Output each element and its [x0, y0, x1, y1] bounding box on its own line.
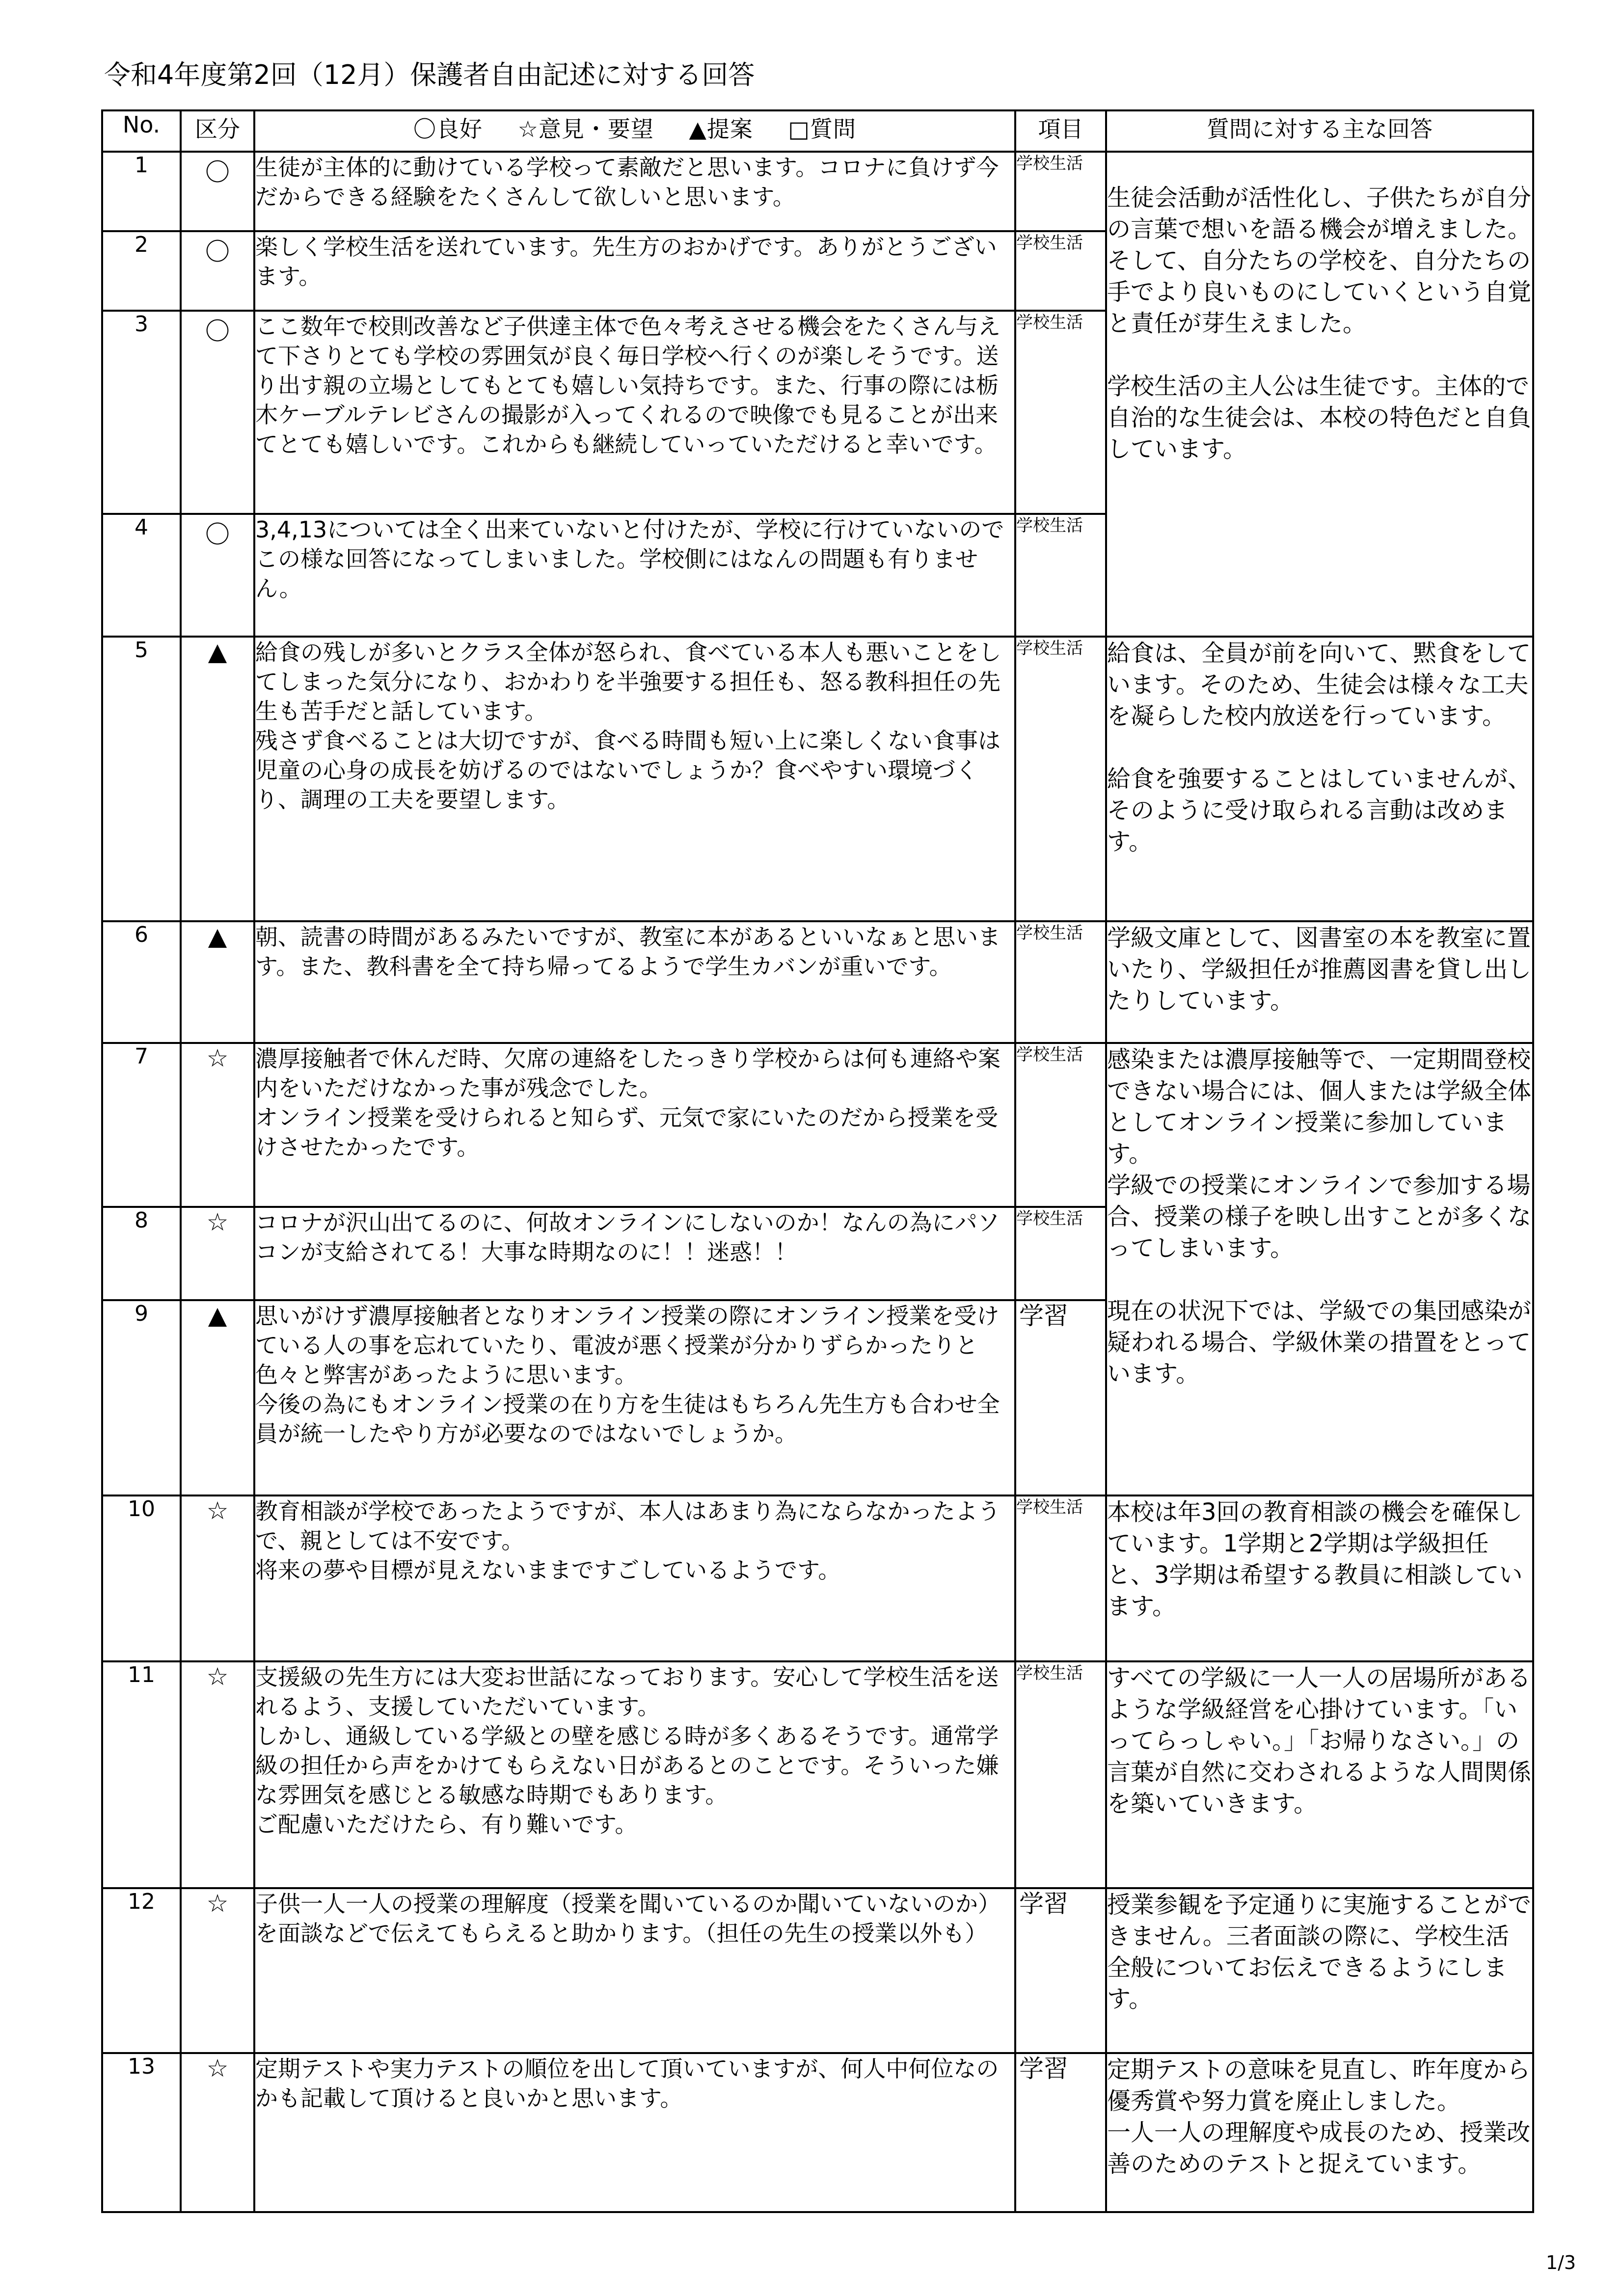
page-title: 令和4年度第2回（12月）保護者自由記述に対する回答: [104, 59, 755, 90]
row-number: 3: [102, 311, 181, 514]
answer-cell: [1106, 637, 1533, 921]
row-item-label: 学習: [1019, 2055, 1068, 2083]
row-item-label: 学校生活: [1016, 1209, 1083, 1228]
row-item-label: 学習: [1019, 1890, 1068, 1918]
row-category-mark: ☆: [181, 1043, 254, 1207]
row-item: [1015, 921, 1106, 1043]
row-category-mark: ▲: [181, 921, 254, 1043]
row-comment: 給食の残しが多いとクラス全体が怒られ、食べている本人も悪いことをしてしまった気分になり、おかわりを半強要する担任も、怒る教科担任の先生も苦手だと話しています。 残さず食べることは大切ですが、食べる時間も短い上に楽しくない食事は児童の心身の成長を妨げるのではないでしょうか？食べやすい環境づくり、調理の工夫を要望します。: [254, 637, 1015, 921]
legend-proposal: ▲提案: [689, 116, 753, 142]
row-number: 12: [102, 1888, 181, 2053]
table-header-row: [102, 110, 1533, 152]
row-category-mark: ☆: [181, 1495, 254, 1661]
answer-text: 授業参観を予定通りに実施することができません。三者面談の際に、学校生活全般についてお伝えできるようにします。: [1107, 1891, 1532, 2013]
row-item: [1015, 2053, 1106, 2212]
row-number: 9: [102, 1300, 181, 1495]
row-number: 6: [102, 921, 181, 1043]
row-comment: 3,4,13については全く出来ていないと付けたが、学校に行けていないのでこの様な回答になってしまいました。学校側にはなんの問題も有りません。: [254, 514, 1015, 637]
legend-good: 〇良好: [413, 116, 483, 142]
row-comment: 朝、読書の時間があるみたいですが、教室に本があるといいなぁと思います。また、教科書を全て持ち帰ってるようで学生カバンが重いです。: [254, 921, 1015, 1043]
row-number: 11: [102, 1661, 181, 1888]
header-legend: [254, 110, 1015, 152]
row-item-label: 学校生活: [1016, 923, 1083, 943]
row-item: [1015, 311, 1106, 514]
header-no: No.: [102, 110, 181, 152]
answer-text: すべての学級に一人一人の居場所があるような学級経営を心掛けています。「いってらっしゃい。」「お帰りなさい。」の言葉が自然に交わされるような人間関係を築いていきます。: [1107, 1664, 1532, 1817]
row-item: [1015, 1888, 1106, 2053]
row-number: 4: [102, 514, 181, 637]
row-comment: 生徒が主体的に動けている学校って素敵だと思います。コロナに負けず今だからできる経験をたくさんして欲しいと思います。: [254, 152, 1015, 231]
row-item: [1015, 1661, 1106, 1888]
row-category-mark: ☆: [181, 1207, 254, 1300]
answer-cell: [1106, 1661, 1533, 1888]
row-category-mark: 〇: [181, 231, 254, 311]
table-row: [102, 152, 1533, 231]
answer-cell: [1106, 1495, 1533, 1661]
row-category-mark: 〇: [181, 152, 254, 231]
header-category: 区分: [181, 110, 254, 152]
row-item-label: 学校生活: [1016, 154, 1083, 173]
answer-cell: [1106, 921, 1533, 1043]
row-item-label: 学校生活: [1016, 1663, 1083, 1683]
answer-cell: [1106, 1888, 1533, 2053]
row-item-label: 学校生活: [1016, 516, 1083, 535]
row-item: [1015, 1207, 1106, 1300]
row-number: 10: [102, 1495, 181, 1661]
row-comment: 楽しく学校生活を送れています。先生方のおかげです。ありがとうございます。: [254, 231, 1015, 311]
row-item: [1015, 1043, 1106, 1207]
page-number: 1/3: [1545, 2252, 1576, 2273]
row-item: [1015, 152, 1106, 231]
row-category-mark: ▲: [181, 1300, 254, 1495]
table-row: [102, 1661, 1533, 1888]
header-answer: 質問に対する主な回答: [1106, 110, 1533, 152]
row-item: [1015, 231, 1106, 311]
row-item: [1015, 1495, 1106, 1661]
row-number: 5: [102, 637, 181, 921]
row-number: 7: [102, 1043, 181, 1207]
response-table: [101, 109, 1534, 2213]
table-row: [102, 1495, 1533, 1661]
row-category-mark: ☆: [181, 1661, 254, 1888]
answer-text: 生徒会活動が活性化し、子供たちが自分の言葉で想いを語る機会が増えました。そして、自分たちの学校を、自分たちの手でより良いものにしていくという自覚と責任が芽生えました。 学校生活の主人公は生徒です。主体的で自治的な生徒会は、本校の特色だと自負しています。: [1107, 184, 1532, 463]
row-number: 2: [102, 231, 181, 311]
table-row: [102, 2053, 1533, 2212]
row-category-mark: 〇: [181, 514, 254, 637]
legend-question: □質問: [788, 116, 856, 142]
row-item: [1015, 1300, 1106, 1495]
table-row: [102, 1043, 1533, 1207]
row-comment: 思いがけず濃厚接触者となりオンライン授業の際にオンライン授業を受けている人の事を忘れていたり、電波が悪く授業が分かりずらかったりと色々と弊害があったように思います。 今後の為にもオンライン授業の在り方を生徒はもちろん先生方も合わせ全員が統一したやり方が必要なのではないでしょうか。: [254, 1300, 1015, 1495]
table-row: [102, 1888, 1533, 2053]
row-item: [1015, 637, 1106, 921]
answer-text: 感染または濃厚接触等で、一定期間登校できない場合には、個人または学級全体としてオンライン授業に参加しています。 学級での授業にオンラインで参加する場合、授業の様子を映し出すことが多くなってしまいます。 現在の状況下では、学級での集団感染が疑われる場合、学級休業の措置をとっています。: [1107, 1046, 1532, 1388]
row-category-mark: 〇: [181, 311, 254, 514]
row-item-label: 学習: [1019, 1302, 1068, 1330]
row-comment: ここ数年で校則改善など子供達主体で色々考えさせる機会をたくさん与えて下さりとても学校の雰囲気が良く毎日学校へ行くのが楽しそうです。送り出す親の立場としてもとても嬉しい気持ちです。また、行事の際には栃木ケーブルテレビさんの撮影が入ってくれるので映像でも見ることが出来てとても嬉しいです。これからも継続していっていただけると幸いです。: [254, 311, 1015, 514]
row-category-mark: ☆: [181, 1888, 254, 2053]
answer-text: 学級文庫として、図書室の本を教室に置いたり、学級担任が推薦図書を貸し出したりしています。: [1107, 924, 1532, 1015]
row-comment: コロナが沢山出てるのに、何故オンラインにしないのか！なんの為にパソコンが支給されてる！大事な時期なのに！！迷惑！！: [254, 1207, 1015, 1300]
row-item-label: 学校生活: [1016, 233, 1083, 253]
table-row: [102, 921, 1533, 1043]
row-item-label: 学校生活: [1016, 1045, 1083, 1065]
row-comment: 支援級の先生方には大変お世話になっております。安心して学校生活を送れるよう、支援していただいています。 しかし、通級している学級との壁を感じる時が多くあるそうです。通常学級の担任から声をかけてもらえない日があるとのことです。そういった嫌な雰囲気を感じとる敏感な時期でもあります。 ご配慮いただけたら、有り難いです。: [254, 1661, 1015, 1888]
row-item-label: 学校生活: [1016, 639, 1083, 658]
row-comment: 子供一人一人の授業の理解度（授業を聞いているのか聞いていないのか）を面談などで伝えてもらえると助かります。（担任の先生の授業以外も）: [254, 1888, 1015, 2053]
row-comment: 教育相談が学校であったようですが、本人はあまり為にならなかったようで、親としては不安です。 将来の夢や目標が見えないままですごしているようです。: [254, 1495, 1015, 1661]
row-item: [1015, 514, 1106, 637]
answer-cell: [1106, 152, 1533, 637]
answer-text: 本校は年3回の教育相談の機会を確保しています。1学期と2学期は学級担任と、3学期は希望する教員に相談しています。: [1107, 1498, 1523, 1620]
row-number: 1: [102, 152, 181, 231]
row-comment: 濃厚接触者で休んだ時、欠席の連絡をしたっきり学校からは何も連絡や案内をいただけなかった事が残念でした。 オンライン授業を受けられると知らず、元気で家にいたのだから授業を受けさせたかったです。: [254, 1043, 1015, 1207]
row-number: 8: [102, 1207, 181, 1300]
answer-cell: [1106, 1043, 1533, 1495]
row-item-label: 学校生活: [1016, 1497, 1083, 1517]
answer-text: 定期テストの意味を見直し、昨年度から優秀賞や努力賞を廃止しました。 一人一人の理解度や成長のため、授業改善のためのテストと捉えています。: [1107, 2056, 1531, 2178]
row-comment: 定期テストや実力テストの順位を出して頂いていますが、何人中何位なのかも記載して頂けると良いかと思います。: [254, 2053, 1015, 2212]
header-item: 項目: [1015, 110, 1106, 152]
answer-cell: [1106, 2053, 1533, 2212]
row-item-label: 学校生活: [1016, 313, 1083, 332]
row-category-mark: ▲: [181, 637, 254, 921]
row-number: 13: [102, 2053, 181, 2212]
row-category-mark: ☆: [181, 2053, 254, 2212]
legend-opinion: ☆意見・要望: [517, 116, 654, 142]
table-row: [102, 637, 1533, 921]
answer-text: 給食は、全員が前を向いて、黙食をしています。そのため、生徒会は様々な工夫を凝らした校内放送を行っています。 給食を強要することはしていませんが、そのように受け取られる言動は改めます。: [1107, 640, 1532, 855]
